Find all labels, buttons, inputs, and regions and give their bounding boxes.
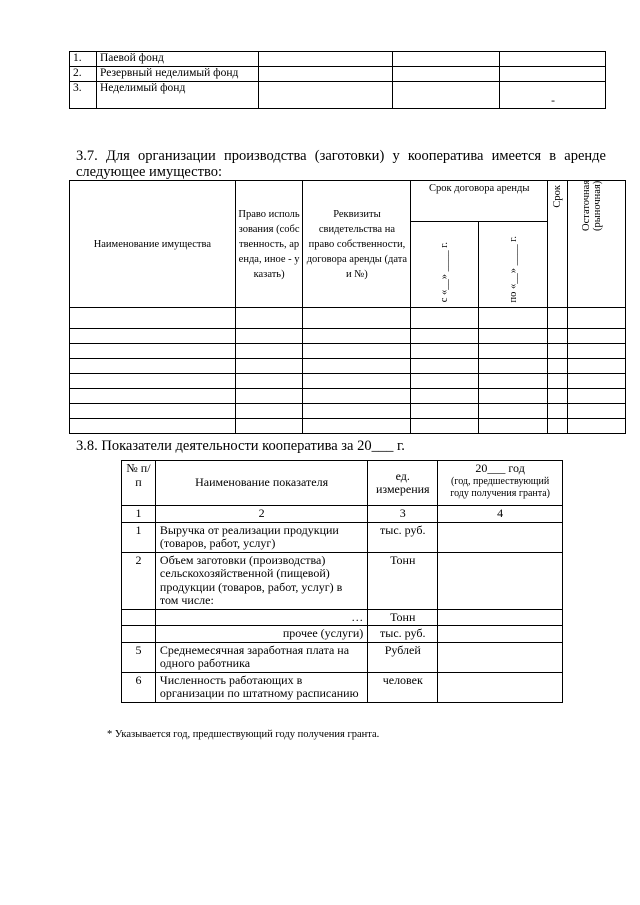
table-cell[interactable] xyxy=(411,419,479,434)
table-cell[interactable] xyxy=(548,344,568,359)
table-cell[interactable] xyxy=(411,404,479,419)
header-row xyxy=(70,181,626,222)
table-cell[interactable] xyxy=(303,308,411,329)
table-cell[interactable] xyxy=(479,419,548,434)
table-cell[interactable] xyxy=(500,52,606,67)
header-from-text: с «__» ____ г. xyxy=(439,241,451,302)
col-number: 1 xyxy=(122,506,156,523)
fund-table xyxy=(69,51,606,109)
table-cell[interactable] xyxy=(479,344,548,359)
table-cell[interactable] xyxy=(70,404,236,419)
indicator-name: Выручка от реализации продукции (товаров, работ, услуг) xyxy=(155,522,367,552)
table-cell[interactable] xyxy=(548,374,568,389)
table-cell[interactable] xyxy=(235,374,303,389)
table-row xyxy=(70,52,606,67)
table-cell[interactable] xyxy=(548,404,568,419)
table-cell[interactable] xyxy=(479,374,548,389)
table-cell[interactable] xyxy=(479,329,548,344)
indicator-name: Среднемесячная заработная плата на одного работника xyxy=(155,642,367,672)
indicator-unit: Тонн xyxy=(368,552,438,609)
table-cell[interactable] xyxy=(303,419,411,434)
header-srok-text: Срок xyxy=(552,185,564,208)
table-cell[interactable] xyxy=(548,389,568,404)
table-cell[interactable] xyxy=(568,419,626,434)
header-right: Право использования (собственность, аренда, иное - указать) xyxy=(235,181,303,308)
table-cell[interactable] xyxy=(548,359,568,374)
row-number: 3. xyxy=(70,82,97,109)
table-cell[interactable] xyxy=(411,329,479,344)
indicator-value[interactable] xyxy=(438,522,563,552)
header-year-label: 20___ год xyxy=(475,461,525,475)
table-cell[interactable] xyxy=(393,67,500,82)
table-cell[interactable] xyxy=(303,404,411,419)
table-cell[interactable] xyxy=(258,52,393,67)
header-row xyxy=(122,461,563,506)
table-cell[interactable] xyxy=(393,82,500,109)
row-number: 6 xyxy=(122,672,156,702)
indicator-unit: тыс. руб. xyxy=(368,522,438,552)
table-row xyxy=(70,344,626,359)
table-cell[interactable] xyxy=(235,308,303,329)
row-number: 1 xyxy=(122,522,156,552)
header-to-text: по «__» ____ г. xyxy=(507,235,519,302)
table-row xyxy=(122,672,563,702)
fund-name: Неделимый фонд xyxy=(96,82,258,109)
table-row xyxy=(122,522,563,552)
table-cell[interactable] xyxy=(235,344,303,359)
table-cell[interactable] xyxy=(568,359,626,374)
indicator-value[interactable] xyxy=(438,552,563,609)
header-from xyxy=(411,222,479,308)
table-cell[interactable] xyxy=(411,389,479,404)
table-cell[interactable] xyxy=(303,359,411,374)
indicator-name: прочее (услуги) xyxy=(155,626,367,643)
indicator-value[interactable] xyxy=(438,609,563,626)
footnote: * Указывается год, предшествующий году получения гранта. xyxy=(107,729,380,740)
table-row xyxy=(70,419,626,434)
column-number-row xyxy=(122,506,563,523)
row-number: 1. xyxy=(70,52,97,67)
table-cell[interactable] xyxy=(303,389,411,404)
table-cell[interactable] xyxy=(70,419,236,434)
header-unit: ед. измерения xyxy=(368,461,438,506)
indicator-value[interactable] xyxy=(438,626,563,643)
fund-name: Резервный неделимый фонд xyxy=(96,67,258,82)
table-cell[interactable] xyxy=(70,389,236,404)
indicator-name: Численность работающих в организации по штатному расписанию xyxy=(155,672,367,702)
table-cell[interactable] xyxy=(479,404,548,419)
col-number: 3 xyxy=(368,506,438,523)
table-cell[interactable] xyxy=(235,404,303,419)
table-row xyxy=(70,404,626,419)
table-cell[interactable] xyxy=(411,308,479,329)
table-cell[interactable] xyxy=(548,308,568,329)
table-cell[interactable] xyxy=(70,359,236,374)
row-number: 2. xyxy=(70,67,97,82)
col-number: 4 xyxy=(438,506,563,523)
header-year xyxy=(438,461,563,506)
indicator-unit: Рублей xyxy=(368,642,438,672)
indicator-name: Объем заготовки (производства) сельскохозяйственной (пищевой) продукции (товаров, работ, услуг) в том числе: xyxy=(155,552,367,609)
table-cell[interactable] xyxy=(258,82,393,109)
header-term-group: Срок договора аренды xyxy=(411,181,548,222)
indicator-unit: Тонн xyxy=(368,609,438,626)
header-num: № п/п xyxy=(122,461,156,506)
table-cell[interactable] xyxy=(568,308,626,329)
row-number xyxy=(122,626,156,643)
header-name: Наименование имущества xyxy=(70,181,236,308)
table-cell[interactable] xyxy=(258,67,393,82)
table-cell[interactable] xyxy=(235,419,303,434)
table-cell[interactable] xyxy=(568,404,626,419)
table-cell[interactable] xyxy=(70,329,236,344)
table-row xyxy=(70,67,606,82)
table-cell[interactable] xyxy=(479,308,548,329)
indicator-value[interactable] xyxy=(438,642,563,672)
property-table xyxy=(69,180,626,434)
col-number: 2 xyxy=(155,506,367,523)
fund-name: Паевой фонд xyxy=(96,52,258,67)
row-number: 5 xyxy=(122,642,156,672)
row-number: 2 xyxy=(122,552,156,609)
table-row xyxy=(122,642,563,672)
table-cell[interactable] xyxy=(568,389,626,404)
table-cell[interactable] xyxy=(70,374,236,389)
table-row xyxy=(70,329,626,344)
table-cell[interactable] xyxy=(303,344,411,359)
indicator-value[interactable] xyxy=(438,672,563,702)
table-cell[interactable] xyxy=(411,344,479,359)
header-rekv: Реквизиты свидетельства на право собственности, договора аренды (дата и №) xyxy=(303,181,411,308)
table-row xyxy=(122,626,563,643)
table-cell[interactable] xyxy=(568,329,626,344)
indicator-name: … xyxy=(155,609,367,626)
table-cell[interactable] xyxy=(235,389,303,404)
row-number xyxy=(122,609,156,626)
table-cell[interactable] xyxy=(479,389,548,404)
table-cell[interactable] xyxy=(479,359,548,374)
header-srok xyxy=(548,181,568,308)
table-cell[interactable] xyxy=(548,419,568,434)
indicators-table xyxy=(121,460,563,703)
section-3-8-title: 3.8. Показатели деятельности кооператива за 20___ г. xyxy=(76,438,405,454)
indicator-unit: тыс. руб. xyxy=(368,626,438,643)
table-cell[interactable] xyxy=(568,374,626,389)
table-cell[interactable] xyxy=(411,359,479,374)
header-name: Наименование показателя xyxy=(155,461,367,506)
table-cell[interactable] xyxy=(500,67,606,82)
table-cell[interactable] xyxy=(70,344,236,359)
table-cell[interactable] xyxy=(568,344,626,359)
table-cell[interactable] xyxy=(70,308,236,329)
table-cell[interactable] xyxy=(303,374,411,389)
indicator-unit: человек xyxy=(368,672,438,702)
table-row xyxy=(70,308,626,329)
table-cell[interactable] xyxy=(548,329,568,344)
table-cell[interactable] xyxy=(235,329,303,344)
section-3-7-title: 3.7. Для организации производства (заготовки) у кооператива имеется в аренде следующее имущество: xyxy=(76,148,606,180)
header-year-note: (год, предшествующий году получения гранта) xyxy=(450,475,551,499)
table-cell[interactable] xyxy=(411,374,479,389)
table-row xyxy=(70,389,626,404)
header-to xyxy=(479,222,548,308)
table-cell[interactable] xyxy=(235,359,303,374)
header-residual xyxy=(568,181,626,308)
table-cell[interactable]: - xyxy=(500,82,606,109)
table-row xyxy=(70,82,606,109)
table-row xyxy=(122,609,563,626)
table-cell[interactable] xyxy=(303,329,411,344)
table-row xyxy=(70,359,626,374)
table-row xyxy=(70,374,626,389)
header-residual-text: Остаточная (рыночная) xyxy=(580,179,603,231)
table-cell[interactable] xyxy=(393,52,500,67)
table-row xyxy=(122,552,563,609)
